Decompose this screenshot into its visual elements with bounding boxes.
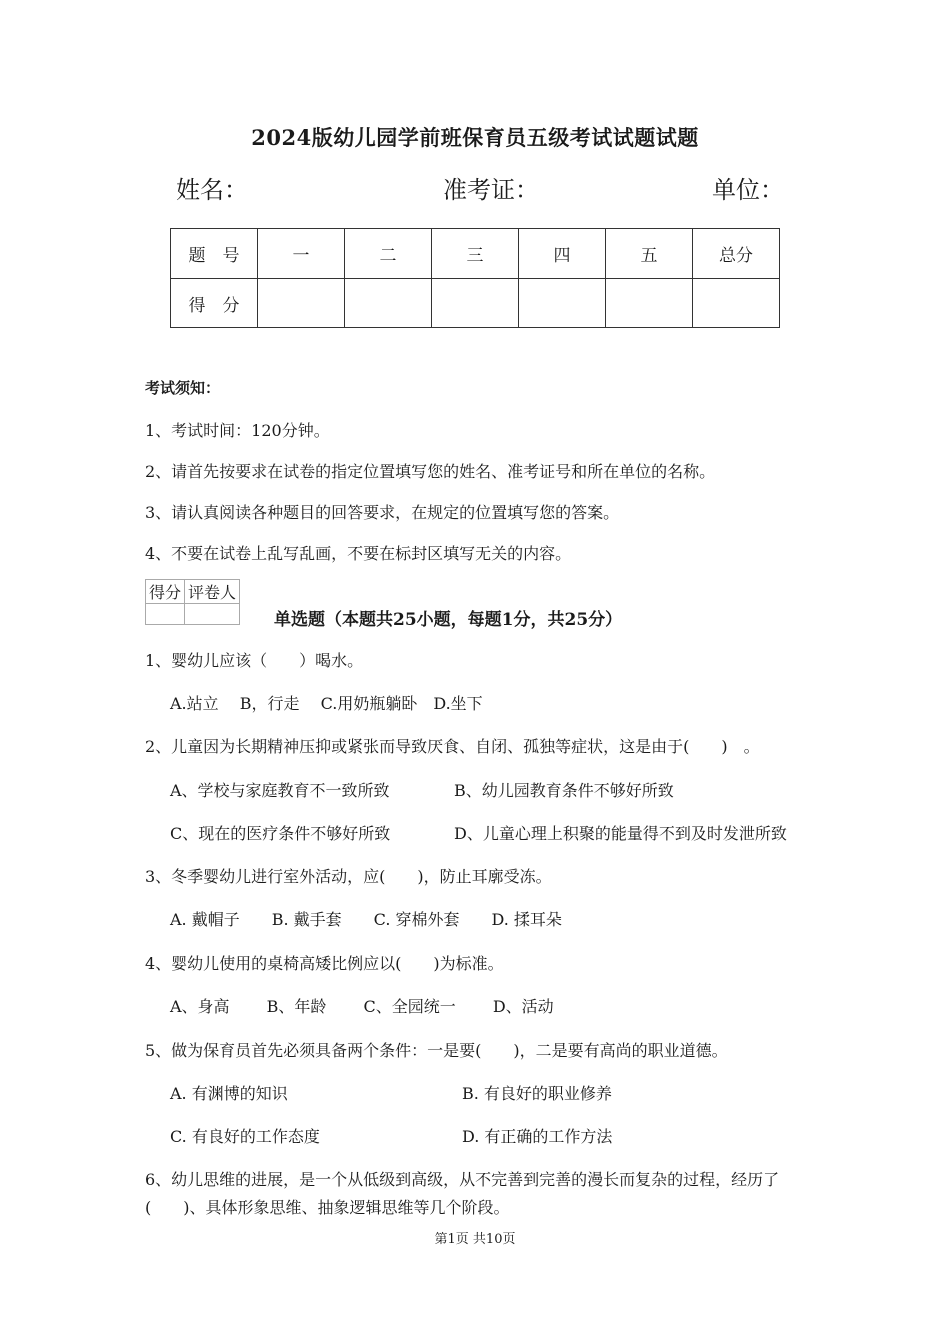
section-title: 单选题（本题共25小题，每题1分，共25分） (274, 610, 623, 630)
score-table-cell: 二 (345, 229, 432, 279)
question-stem: 5、做为保育员首先必须具备两个条件：一是要( )，二是要有高尚的职业道德。 (145, 1041, 728, 1060)
score-input-cell[interactable] (432, 279, 519, 328)
grader-box (145, 579, 240, 625)
question-option: A. 有渊博的知识 (170, 1084, 288, 1103)
question-stem: 4、婴幼儿使用的桌椅高矮比例应以( )为标准。 (145, 954, 504, 973)
grader-reviewer-label: 评卷人 (185, 580, 240, 604)
grader-score-label: 得分 (146, 580, 185, 604)
name-field-label: 姓名： (176, 176, 248, 204)
question-options: A. 戴帽子 B. 戴手套 C. 穿棉外套 D. 揉耳朵 (170, 910, 562, 929)
score-table-header-row (171, 229, 780, 279)
score-table-cell: 总分 (693, 229, 780, 279)
question-options: A、身高 B、年龄 C、全园统一 D、活动 (170, 997, 554, 1016)
question-stem: 6、幼儿思维的进展，是一个从低级到高级，从不完善到完善的漫长而复杂的过程，经历了 (145, 1170, 780, 1189)
score-table-cell: 三 (432, 229, 519, 279)
grader-reviewer-cell[interactable] (185, 604, 240, 625)
score-table-cell: 五 (606, 229, 693, 279)
question-option: B、幼儿园教育条件不够好所致 (454, 781, 674, 800)
note-item: 3、请认真阅读各种题目的回答要求，在规定的位置填写您的答案。 (145, 503, 620, 522)
question-stem: 3、冬季婴幼儿进行室外活动，应( )，防止耳廓受冻。 (145, 867, 552, 886)
grader-score-cell[interactable] (146, 604, 185, 625)
page-title: 2024版幼儿园学前班保育员五级考试试题试题 (251, 125, 699, 150)
score-table-cell: 四 (519, 229, 606, 279)
question-stem: 2、儿童因为长期精神压抑或紧张而导致厌食、自闭、孤独等症状，这是由于( ) 。 (145, 737, 760, 756)
question-stem: 1、婴幼儿应该（ ）喝水。 (145, 651, 364, 670)
unit-field-label: 单位： (712, 176, 784, 204)
score-table-cell: 一 (258, 229, 345, 279)
question-option: A、学校与家庭教育不一致所致 (170, 781, 390, 800)
exam-id-field-label: 准考证： (443, 176, 539, 204)
score-table (170, 228, 780, 328)
score-table-cell: 得 分 (171, 279, 258, 328)
page-footer: 第1页 共10页 (434, 1232, 516, 1247)
question-options: A.站立 B，行走 C.用奶瓶躺卧 D.坐下 (170, 694, 483, 713)
score-input-cell[interactable] (258, 279, 345, 328)
question-option: D、儿童心理上积聚的能量得不到及时发泄所致 (454, 824, 787, 843)
score-table-score-row (171, 279, 780, 328)
notes-title: 考试须知： (145, 379, 221, 397)
note-item: 4、不要在试卷上乱写乱画，不要在标封区填写无关的内容。 (145, 544, 572, 563)
question-option: C、现在的医疗条件不够好所致 (170, 824, 391, 843)
question-option: D. 有正确的工作方法 (462, 1127, 613, 1146)
score-input-cell[interactable] (606, 279, 693, 328)
score-input-cell[interactable] (345, 279, 432, 328)
score-input-cell[interactable] (519, 279, 606, 328)
score-input-cell[interactable] (693, 279, 780, 328)
question-option: B. 有良好的职业修养 (462, 1084, 612, 1103)
note-item: 1、考试时间：120分钟。 (145, 421, 330, 440)
score-table-cell: 题 号 (171, 229, 258, 279)
question-option: C. 有良好的工作态度 (170, 1127, 320, 1146)
question-stem-continued: ( )、具体形象思维、抽象逻辑思维等几个阶段。 (145, 1198, 510, 1217)
note-item: 2、请首先按要求在试卷的指定位置填写您的姓名、准考证号和所在单位的名称。 (145, 462, 716, 481)
